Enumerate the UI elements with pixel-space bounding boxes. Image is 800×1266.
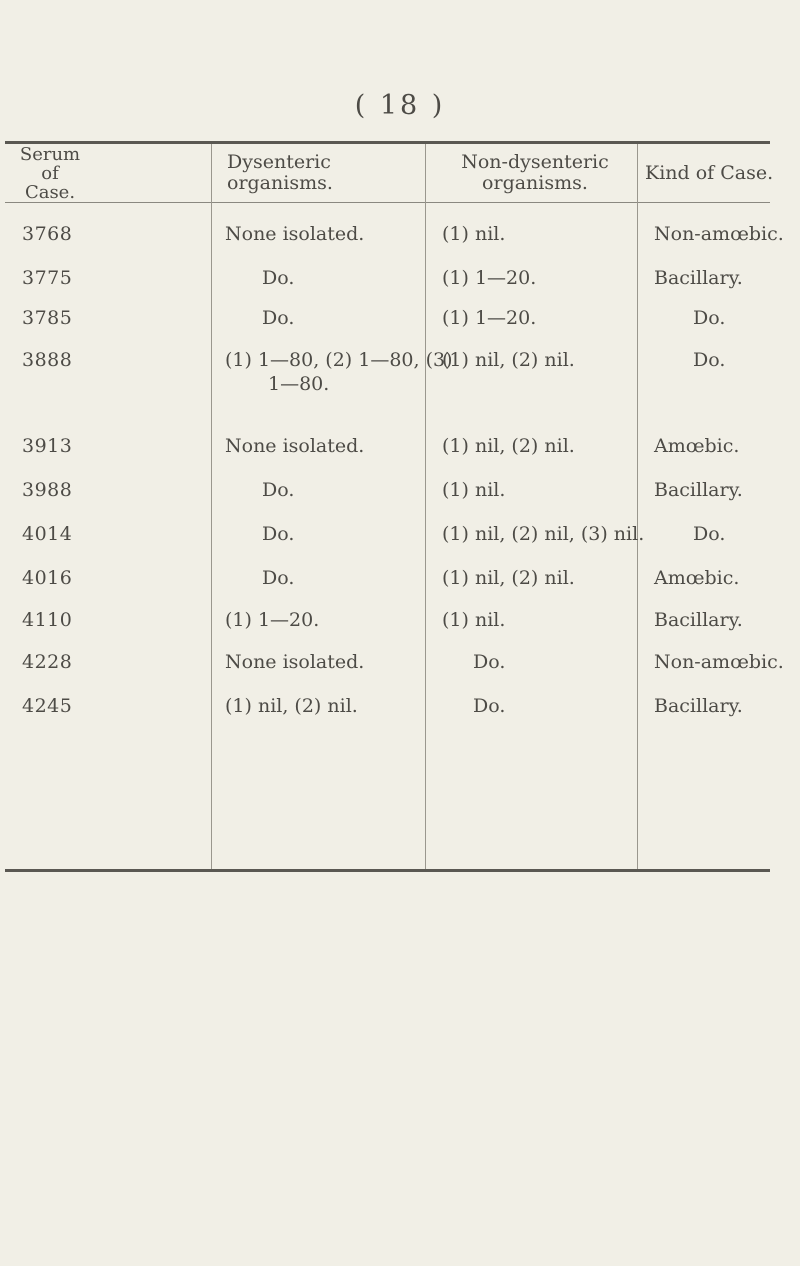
kind-of-case: Bacillary.: [654, 479, 743, 501]
kind-of-case: Do.: [693, 349, 726, 371]
dysenteric-result: Do.: [262, 307, 295, 329]
serum-number: 3785: [22, 307, 73, 329]
kind-of-case: Bacillary.: [654, 695, 743, 717]
header-divider-rule: [5, 202, 770, 203]
header-serum-line: Case.: [24, 181, 76, 203]
kind-of-case: Do.: [693, 307, 726, 329]
serum-number: 4016: [22, 567, 73, 589]
non-dysenteric-result: (1) nil, (2) nil.: [442, 349, 575, 371]
kind-of-case: Amœbic.: [654, 567, 740, 589]
kind-of-case: Bacillary.: [654, 267, 743, 289]
serum-number: 4014: [22, 523, 73, 545]
non-dysenteric-result: Do.: [473, 695, 506, 717]
header-non-dysenteric-line: Non-dysenteric: [461, 151, 609, 173]
header-serum-of-case: [0, 144, 100, 202]
serum-number: 3888: [22, 349, 73, 371]
non-dysenteric-result: (1) nil.: [442, 609, 506, 631]
non-dysenteric-result: (1) 1—20.: [442, 267, 537, 289]
dysenteric-result: None isolated.: [225, 223, 365, 245]
kind-of-case: Amœbic.: [654, 435, 740, 457]
serum-number: 4110: [22, 609, 73, 631]
table-row: [0, 266, 800, 308]
serum-number: 3988: [22, 479, 73, 501]
table-row: [0, 306, 800, 348]
serum-number: 4245: [22, 695, 73, 717]
dysenteric-result: (1) 1—20.: [225, 609, 320, 631]
table-row: [0, 434, 800, 476]
dysenteric-result: None isolated.: [225, 435, 365, 457]
non-dysenteric-result: (1) nil.: [442, 479, 506, 501]
kind-of-case: Non-amœbic.: [654, 223, 784, 245]
table-bottom-rule: [5, 869, 770, 872]
dysenteric-result: Do.: [262, 479, 295, 501]
dysenteric-result: Do.: [262, 523, 295, 545]
header-non-dysenteric-organisms: [440, 144, 630, 202]
non-dysenteric-result: (1) nil, (2) nil, (3) nil.: [442, 523, 645, 545]
table-row: [0, 522, 800, 564]
dysenteric-result: Do.: [262, 567, 295, 589]
dysenteric-result: Do.: [262, 267, 295, 289]
header-serum-line: Serum: [19, 143, 81, 165]
header-serum-line: of: [41, 162, 59, 184]
table-row: [0, 348, 800, 418]
table-row: [0, 566, 800, 608]
header-dysenteric-organisms: [227, 144, 417, 202]
page-number: ( 18 ): [354, 90, 446, 121]
header-non-dysenteric-line: organisms.: [482, 172, 588, 194]
header-kind-label: Kind of Case.: [645, 161, 774, 184]
dysenteric-result: [225, 348, 453, 396]
kind-of-case: Bacillary.: [654, 609, 743, 631]
table-row: [0, 608, 800, 650]
serum-number: 3913: [22, 435, 73, 457]
table-row: [0, 478, 800, 520]
serum-number: 3775: [22, 267, 73, 289]
non-dysenteric-result: (1) 1—20.: [442, 307, 537, 329]
serum-number: 4228: [22, 651, 73, 673]
non-dysenteric-result: (1) nil, (2) nil.: [442, 567, 575, 589]
non-dysenteric-result: Do.: [473, 651, 506, 673]
header-dysenteric-label: Dysenteric organisms.: [227, 151, 333, 194]
serum-number: 3768: [22, 223, 73, 245]
dysenteric-result: None isolated.: [225, 651, 365, 673]
non-dysenteric-result: (1) nil, (2) nil.: [442, 435, 575, 457]
non-dysenteric-result: (1) nil.: [442, 223, 506, 245]
kind-of-case: Do.: [693, 523, 726, 545]
table-row: [0, 694, 800, 736]
table-row: [0, 650, 800, 692]
header-kind-of-case: [645, 144, 790, 202]
dysenteric-result: (1) nil, (2) nil.: [225, 695, 358, 717]
table-row: [0, 222, 800, 264]
kind-of-case: Non-amœbic.: [654, 651, 784, 673]
dysenteric-result-line: (1) 1—80, (2) 1—80, (3): [225, 349, 453, 371]
dysenteric-result-continuation: 1—80.: [268, 373, 330, 395]
